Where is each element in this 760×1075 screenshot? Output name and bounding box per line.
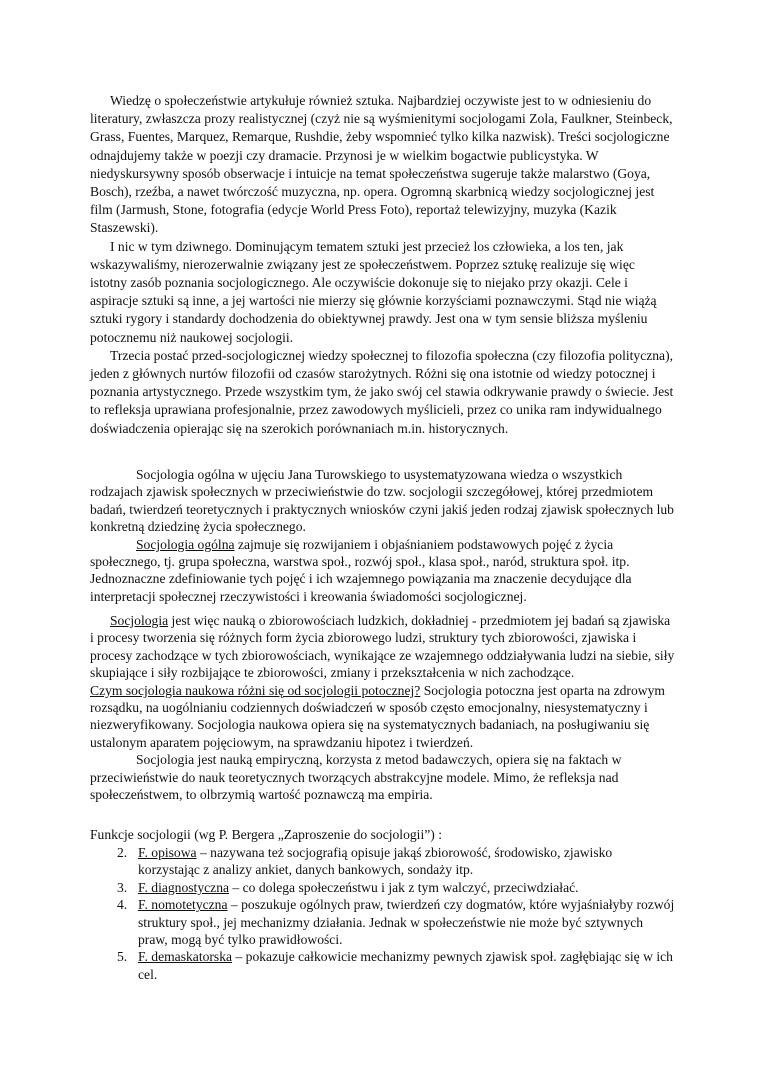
list-number: 2. — [117, 845, 128, 860]
term-underlined: Socjologia ogólna — [136, 536, 235, 552]
paragraph-text: zajmuje się rozwijaniem i objaśnianiem podstawowych pojęć z życia społecznego, tj. grupa społeczna, warstwa społ., rozwój społ., klasa społ., naród, struktura społ. itp. Jednoznaczne zdefiniowanie tych pojęć i ich wzajemnego powiązania ma znaczenie decydujące dla interpretacji społecznej rzeczywistości i kreowania świadomości socjologicznej. — [90, 536, 632, 604]
term-underlined: F. opisowa — [138, 845, 197, 860]
paragraph — [90, 612, 675, 682]
list-item — [90, 879, 675, 896]
paragraph: Socjologia ogólna w ujęciu Jana Turowskiego to usystematyzowana wiedza o wszystkich rodzajach zjawisk społecznych w przeciwieństwie do tzw. socjologii szczegółowej, której przedmiotem badań, twierdzeń teoretycznych i praktycznych wniosków czyni jakiś jeden rodzaj zjawisk społecznych lub konkretną dziedzinę życia społecznego. — [90, 467, 674, 535]
list-number: 5. — [117, 949, 128, 965]
list-text: – co dolega społeczeństwu i jak z tym walczyć, przeciwdziałać. — [229, 879, 579, 895]
functions-list — [90, 844, 675, 983]
list-text: – nazywana też socjografią opisuje jakąś zbiorowość, środowisko, zjawisko korzystając z analizy ankiet, danych bankowych, sondaży itp. — [138, 845, 613, 878]
term-underlined: Socjologia — [110, 613, 169, 628]
term-underlined: F. diagnostyczna — [138, 879, 230, 895]
paragraph — [90, 536, 675, 606]
paragraph-text: jest więc nauką o zbiorowościach ludzkich, dokładniej - przedmiotem jej badań są zjawiska i procesy tworzenia się różnych form życia zbiorowego ludzi, struktury tych zbiorowości, zjawiska i procesy zachodzące w tych zbiorowościach, wynikające ze wzajemnego oddziaływania ludzi na siebie, siły skupiające i siły rozbijające te zbiorowości, zmiany i przekształcenia w nich zachodzące. — [90, 613, 675, 681]
functions-heading: Funkcje socjologii (wg P. Bergera „Zaproszenie do socjologii”) : — [90, 827, 442, 842]
list-item — [90, 896, 675, 948]
section-general-sociology — [90, 466, 675, 605]
list-text: – poszukuje ogólnych praw, twierdzeń czy dogmatów, które wyjaśniałyby rozwój struktury społ., jej mechanizmy działania. Jednak w społeczeństwie nie może być sztywnych praw, mogą być tylko prawidłowości. — [138, 897, 675, 948]
list-number: 3. — [117, 879, 128, 895]
paragraph: Socjologia jest nauką empiryczną, korzysta z metod badawczych, opiera się na faktach w przeciwieństwie do nauk teoretycznych tworzących abstrakcyjne modele. Mimo, że refleksja nad społeczeństwem, to olbrzymią wartość poznawczą ma empiria. — [90, 752, 622, 803]
paragraph: I nic w tym dziwnego. Dominującym tematem sztuki jest przecież los człowieka, a los ten, jak wskazywaliśmy, nierozerwalnie związany jest ze społeczeństwem. Poprzez sztukę realizuje się więc istotny zasób poznania socjologicznego. Ale oczywiście dokonuje się to niejako przy okazji. Cele i aspiracje sztuki są inne, a jej wartości nie mierzy się głównie korzyściami poznawczymi. Stąd nie wiążą sztuki rygory i standardy dochodzenia do obiektywnej prawdy. Jest ona w tym sensie bliższa myśleniu potocznemu niż naukowej socjologii. — [90, 238, 657, 345]
list-item — [90, 844, 675, 879]
term-underlined: F. demaskatorska — [138, 949, 233, 965]
list-text: – pokazuje całkowicie mechanizmy pewnych zjawisk społ. zagłębiając się w ich cel. — [138, 949, 673, 982]
section-sociology-definition — [90, 612, 675, 803]
list-number: 4. — [117, 897, 128, 913]
list-item — [90, 948, 675, 983]
paragraph-text: Socjologia potoczna jest oparta na zdrowym rozsądku, na uogólnianiu codziennych doświadczeń w sposób często emocjonalny, niesystematyczny i niezweryfikowany. Socjologia naukowa opiera się na systematycznych badaniach, na posługiwaniu się ustalonym aparatem pojęciowym, na sprawdzaniu hipotez i twierdzeń. — [90, 682, 665, 750]
question-underlined: Czym socjologia naukowa różni się od socjologii potocznej? — [90, 682, 421, 698]
paragraph: Trzecia postać przed-socjologicznej wiedzy społecznej to filozofia społeczna (czy filozofia polityczna), jeden z głównych nurtów filozofii od czasów starożytnych. Różni się ona istotnie od wiedzy potocznej i poznania artystycznego. Przede wszystkim tym, że jako swój cel stawia odkrywanie prawdy o świecie. Jest to refleksja uprawiana profesjonalnie, przez zawodowych myślicieli, przez co unika ram indywidualnego doświadczenia opierając się na szerokich porównaniach m.in. historycznych. — [90, 347, 674, 436]
paragraph — [90, 682, 675, 752]
section-art-philosophy — [90, 92, 675, 438]
paragraph: Wiedzę o społeczeństwie artykułuje również sztuka. Najbardziej oczywiste jest to w odniesieniu do literatury, zwłaszcza prozy realistycznej (czyż nie są wyśmienitymi socjologami Zola, Faulkner, Steinbeck, Grass, Fuentes, Marquez, Remarque, Rushdie, żeby wspomnieć tylko kilka nazwisk). Treści socjologiczne odnajdujemy także w poezji czy dramacie. Przynosi je w wielkim bogactwie publicystyka. W niedyskursywny sposób obserwacje i intuicje na temat społeczeństwa sugeruje także malarstwo (Goya, Bosch), rzeźba, a nawet twórczość muzyczna, np. opera. Ogromną skarbnicą wiedzy socjologicznej jest film (Jarmush, Stone, fotografia (edycje World Press Foto), reportaż telewizyjny, muzyka (Kazik Staszewski). — [90, 93, 673, 236]
term-underlined: F. nomotetyczna — [138, 897, 228, 913]
